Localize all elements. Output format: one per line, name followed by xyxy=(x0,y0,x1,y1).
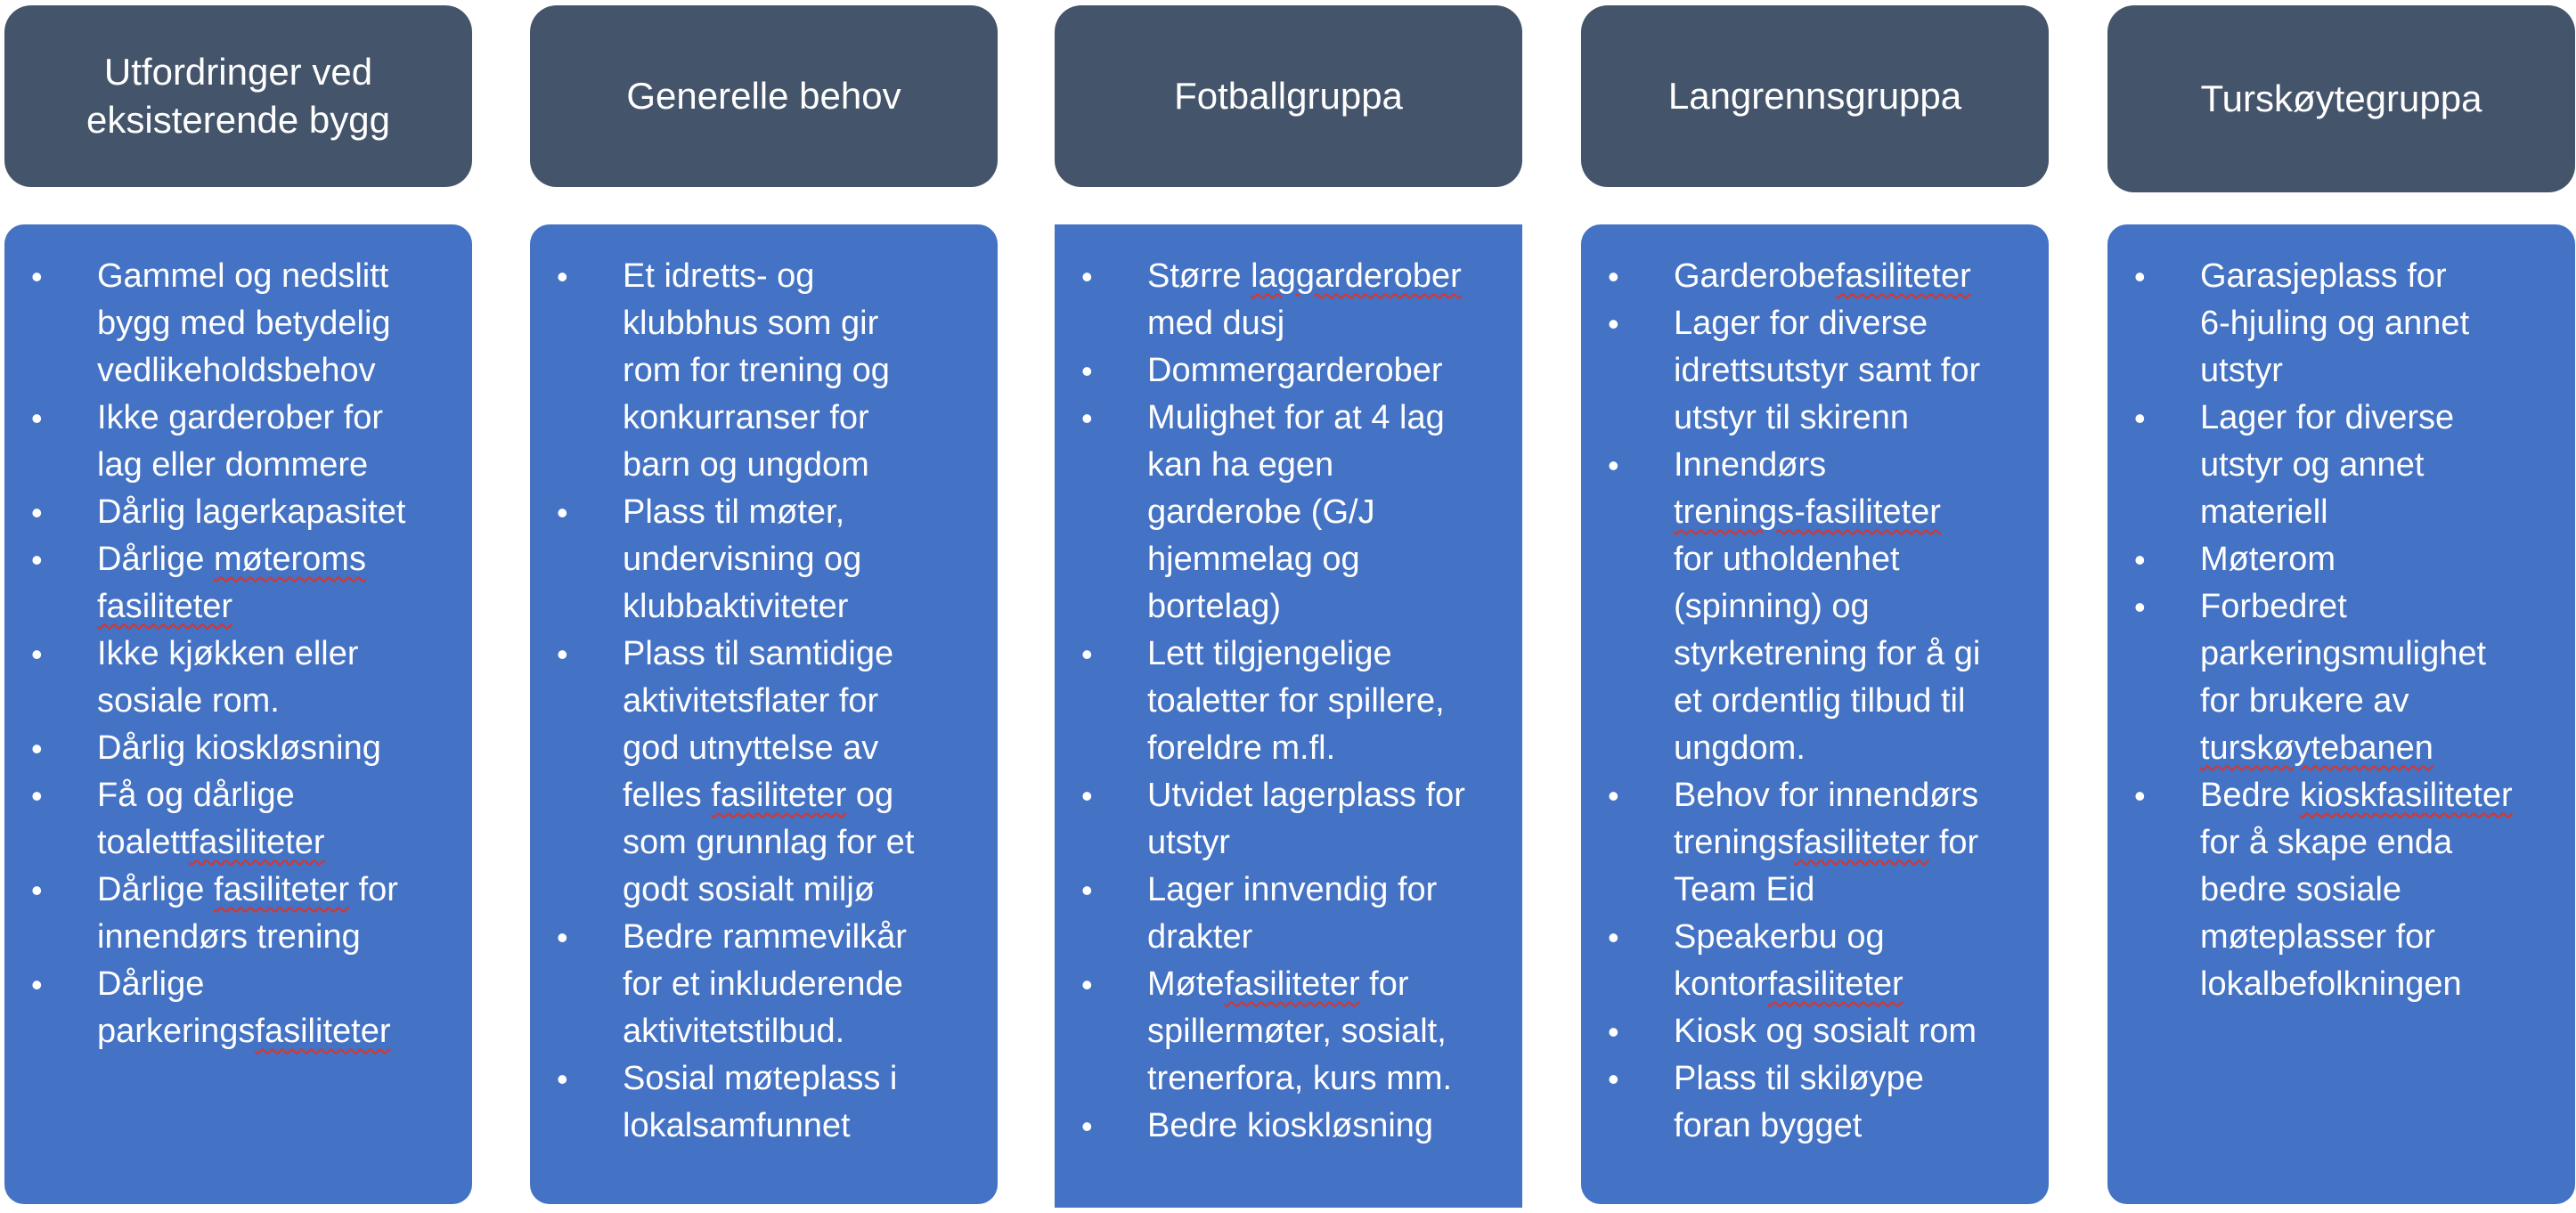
bullet-item: • Bedre rammevilkår for et inkluderende aktivitetstilbud. xyxy=(555,914,966,1055)
bullet-item: • Gammel og nedslitt bygg med betydelig vedlikeholdsbehov xyxy=(29,253,440,395)
bullet-item: • Større laggarderober med dusj xyxy=(1080,253,1490,347)
bullet-item: • Lager innvendig for drakter xyxy=(1080,867,1490,961)
bullet-item: • Kiosk og sosialt rom xyxy=(1606,1008,2017,1055)
bullet-item: • Ikke garderober for lag eller dommere xyxy=(29,395,440,489)
bullet-list xyxy=(2132,253,2543,1008)
spellcheck-word: fasiliteter xyxy=(97,588,233,625)
bullet-item: • Dårlige parkeringsfasiliteter xyxy=(29,961,440,1055)
bullet-item: • Bedre kioskfasiliteter for å skape enda bedre sosiale møteplasser for lokalbefolkningen xyxy=(2132,772,2543,1008)
bullet-list xyxy=(555,253,966,1150)
bullet-item: • Plass til samtidige aktivitetsflater for god utnyttelse av felles fasiliteter og som grunnlag for et godt sosialt miljø xyxy=(555,631,966,914)
column-content-box xyxy=(1581,224,2049,1204)
column-content-box xyxy=(530,224,998,1204)
column-content-box xyxy=(4,224,472,1204)
bullet-item: • Garderobefasiliteter xyxy=(1606,253,2017,300)
column-header xyxy=(4,5,472,187)
column-title-line: Fotballgruppa xyxy=(1174,75,1403,117)
bullet-item: • Dommergarderober xyxy=(1080,347,1490,395)
bullet-item: • Mulighet for at 4 lag kan ha egen garderobe (G/J hjemmelag og bortelag) xyxy=(1080,395,1490,631)
column-header xyxy=(2107,5,2575,192)
bullet-item: • Sosial møteplass i lokalsamfunnet xyxy=(555,1055,966,1150)
spellcheck-word: fasiliteter xyxy=(1224,965,1360,1003)
bullet-item: • Få og dårlige toalettfasiliteter xyxy=(29,772,440,867)
column-header xyxy=(530,5,998,187)
bullet-item: • Lager for diverse utstyr og annet materiell xyxy=(2132,395,2543,536)
bullet-item: • Lett tilgjengelige toaletter for spillere, foreldre m.fl. xyxy=(1080,631,1490,772)
spellcheck-word: fasiliteter xyxy=(1767,965,1903,1003)
bullet-item: • Bedre kioskløsning xyxy=(1080,1103,1490,1150)
bullet-item: • Ikke kjøkken eller sosiale rom. xyxy=(29,631,440,725)
bullet-item: • Utvidet lagerplass for utstyr xyxy=(1080,772,1490,867)
spellcheck-word: laggarderober xyxy=(1251,257,1462,295)
column-content-box xyxy=(2107,224,2575,1204)
bullet-item: • Forbedret parkeringsmulighet for brukere av turskøytebanen xyxy=(2132,583,2543,772)
spellcheck-word: fasiliteter xyxy=(1794,824,1930,861)
bullet-item: • Garasjeplass for 6-hjuling og annet utstyr xyxy=(2132,253,2543,395)
bullet-list xyxy=(1606,253,2017,1150)
bullet-item: • Plass til møter, undervisning og klubbaktiviteter xyxy=(555,489,966,631)
bullet-item: • Dårlige fasiliteter for innendørs trening xyxy=(29,867,440,961)
bullet-item: • Plass til skiløype foran bygget xyxy=(1606,1055,2017,1150)
bullet-list xyxy=(1080,253,1490,1150)
spellcheck-word: trenings-fasiliteter xyxy=(1674,493,1941,531)
column-title-line: Turskøytegruppa xyxy=(2200,77,2482,119)
spellcheck-word: turskøytebanen xyxy=(2200,729,2433,767)
spellcheck-word: fasiliteter xyxy=(1835,257,1971,295)
bullet-item: • Et idretts- og klubbhus som gir rom for trening og konkurranser for barn og ungdom xyxy=(555,253,966,489)
column-title-line: Generelle behov xyxy=(626,75,901,117)
column-title-line: eksisterende bygg xyxy=(86,99,390,141)
bullet-item: • Møtefasiliteter for spillermøter, sosialt, trenerfora, kurs mm. xyxy=(1080,961,1490,1103)
spellcheck-word: fasiliteter xyxy=(255,1013,391,1050)
bullet-item: • Dårlig lagerkapasitet xyxy=(29,489,440,536)
spellcheck-word: kioskfasiliteter xyxy=(2299,777,2513,814)
bullet-item: • Dårlig kioskløsning xyxy=(29,725,440,772)
bullet-item: • Lager for diverse idrettsutstyr samt for utstyr til skirenn xyxy=(1606,300,2017,442)
bullet-item: • Møterom xyxy=(2132,536,2543,583)
bullet-item: • Behov for innendørs treningsfasiliteter for Team Eid xyxy=(1606,772,2017,914)
column-header xyxy=(1055,5,1522,187)
bullet-item: • Innendørs trenings-fasiliteter for utholdenhet (spinning) og styrketrening for å gi et ordentlig tilbud til ungdom. xyxy=(1606,442,2017,772)
column-title-line: Langrennsgruppa xyxy=(1667,75,1962,117)
spellcheck-word: fasiliteter xyxy=(711,777,847,814)
bullet-item: • Dårlige møteroms fasiliteter xyxy=(29,536,440,631)
column-title-line: Utfordringer ved xyxy=(103,51,373,93)
bullet-list xyxy=(29,253,440,1055)
spellcheck-word: møteroms xyxy=(213,541,366,578)
column-header xyxy=(1581,5,2049,187)
column-content-box xyxy=(1055,224,1522,1208)
spellcheck-word: fasiliteter xyxy=(213,871,350,908)
bullet-item: • Speakerbu og kontorfasiliteter xyxy=(1606,914,2017,1008)
spellcheck-word: fasiliteter xyxy=(189,824,325,861)
